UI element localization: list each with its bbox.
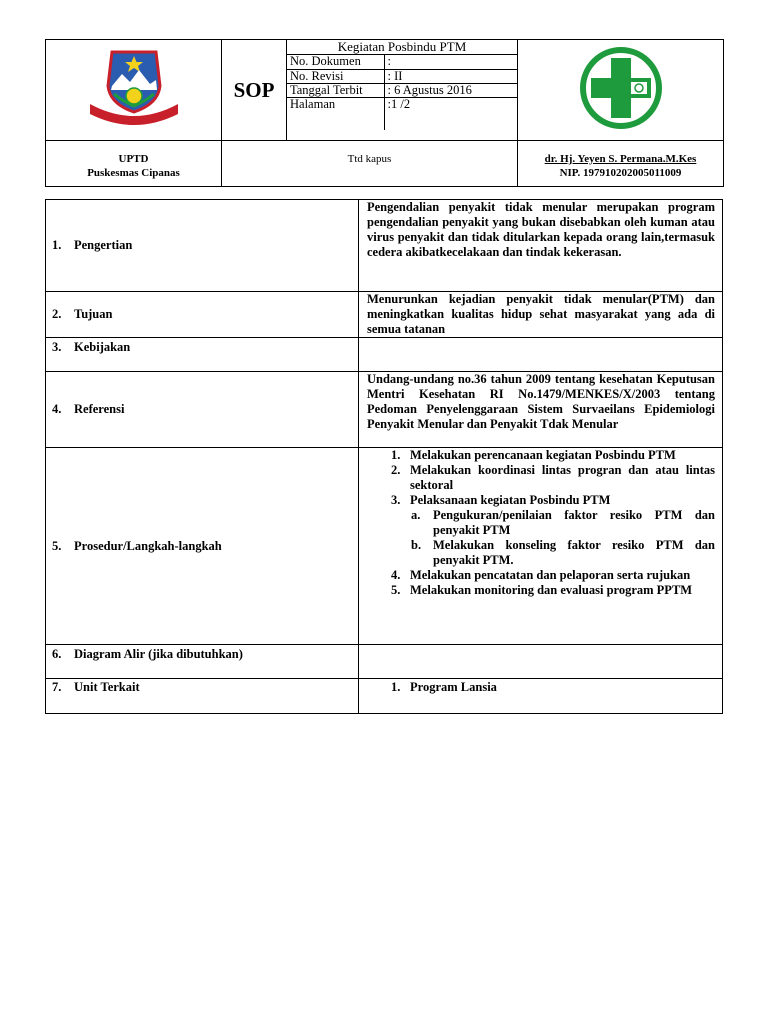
section-text: Menurunkan kejadian penyakit tidak menular(PTM) dan meningkatkan kualitas hidup sehat masyarakat yang ada di semua tatanan <box>359 292 723 338</box>
section-number: 5. <box>52 538 62 553</box>
section-number: 7. <box>52 680 62 694</box>
section-text: Undang-undang no.36 tahun 2009 tentang kesehatan Keputusan Mentri Kesehatan RI No.1479/MENKES/X/2003 tentang Pedoman Penyelenggaraan Sistem Survaeilans Epidemiologi Penyakit Menular dan Penyakit Tdak Menular <box>359 372 723 448</box>
signer-cell <box>518 141 724 187</box>
list-item <box>367 493 715 508</box>
section-label <box>46 292 359 338</box>
list-item <box>367 583 715 598</box>
organization-cell <box>46 141 222 187</box>
organization-line-2: Puskesmas Cipanas <box>87 166 180 179</box>
document-meta-grid <box>287 55 517 130</box>
document-title: Kegiatan Posbindu PTM <box>287 40 517 55</box>
signer-name: dr. Hj. Yeyen S. Permana.M.Kes <box>544 152 697 165</box>
list-item <box>367 463 715 493</box>
meta-label: Halaman <box>287 97 384 130</box>
section-number: 3. <box>52 340 62 354</box>
step-number: 4. <box>391 568 401 582</box>
step-text: Melakukan perencanaan kegiatan Posbindu PTM <box>410 448 676 462</box>
section-label <box>46 645 359 679</box>
list-item <box>367 538 715 568</box>
step-text: Program Lansia <box>410 680 497 694</box>
section-title: Tujuan <box>74 307 113 321</box>
step-number: b. <box>411 538 422 552</box>
regency-emblem-cell <box>46 40 222 141</box>
sop-header-table <box>45 39 724 187</box>
section-label <box>46 372 359 448</box>
section-row-pengertian <box>46 200 723 292</box>
unit-list <box>367 680 715 695</box>
puskesmas-cross-icon <box>575 45 667 131</box>
section-steps <box>359 679 723 714</box>
list-item <box>367 448 715 463</box>
section-steps <box>359 448 723 645</box>
meta-value: : II <box>384 69 517 83</box>
puskesmas-logo-cell <box>518 40 724 141</box>
section-text <box>359 645 723 679</box>
step-text: Pelaksanaan kegiatan Posbindu PTM <box>410 493 611 507</box>
signer-nip: NIP. 197910202005011009 <box>559 166 682 179</box>
step-number: 1. <box>391 448 401 462</box>
section-title: Unit Terkait <box>74 680 140 694</box>
section-title: Referensi <box>74 402 125 416</box>
step-number: a. <box>411 508 421 522</box>
section-row-diagram-alir <box>46 645 723 679</box>
section-text: Pengendalian penyakit tidak menular merupakan program pengendalian penyakit yang bukan disebabkan oleh kuman atau virus penyakit dan tidak ditularkan kepada orang lain,termasuk cedera akibatkecelakaan dan tindak kekerasan. <box>359 200 723 292</box>
regency-emblem-icon <box>84 46 184 130</box>
section-label <box>46 448 359 645</box>
section-text <box>359 338 723 372</box>
section-label <box>46 679 359 714</box>
section-row-prosedur <box>46 448 723 645</box>
meta-value: : <box>384 55 517 69</box>
section-label <box>46 200 359 292</box>
section-title: Pengertian <box>74 238 133 252</box>
step-text: Melakukan pencatatan dan pelaporan serta rujukan <box>410 568 691 582</box>
section-row-kebijakan <box>46 338 723 372</box>
signature-label: Ttd kapus <box>222 141 518 187</box>
section-row-tujuan <box>46 292 723 338</box>
list-item <box>367 568 715 583</box>
sop-content-table <box>45 199 723 714</box>
document-meta-cell <box>287 40 518 141</box>
meta-value: : 6 Agustus 2016 <box>384 83 517 97</box>
step-number: 2. <box>391 463 401 477</box>
meta-label: No. Dokumen <box>287 55 384 69</box>
meta-row <box>287 69 517 83</box>
section-row-unit-terkait <box>46 679 723 714</box>
organization-line-1: UPTD <box>118 152 149 165</box>
meta-label: No. Revisi <box>287 69 384 83</box>
meta-row <box>287 97 517 130</box>
section-number: 2. <box>52 307 62 321</box>
step-text: Pengukuran/penilaian faktor resiko PTM dan penyakit PTM <box>433 508 715 537</box>
step-text: Melakukan koordinasi lintas progran dan atau lintas sektoral <box>410 463 715 492</box>
sop-label: SOP <box>222 40 287 141</box>
section-number: 6. <box>52 647 62 661</box>
section-title: Prosedur/Langkah-langkah <box>74 538 222 553</box>
meta-label: Tanggal Terbit <box>287 83 384 97</box>
step-number: 1. <box>391 680 401 694</box>
step-text: Melakukan konseling faktor resiko PTM dan penyakit PTM. <box>433 538 715 567</box>
meta-row <box>287 83 517 97</box>
list-item <box>367 508 715 538</box>
section-title: Kebijakan <box>74 340 131 354</box>
step-number: 3. <box>391 493 401 507</box>
list-item <box>367 680 715 695</box>
meta-value: :1 /2 <box>387 96 411 111</box>
section-row-referensi <box>46 372 723 448</box>
step-text: Melakukan monitoring dan evaluasi program PPTM <box>410 583 693 597</box>
step-number: 5. <box>391 583 401 597</box>
section-title: Diagram Alir (jika dibutuhkan) <box>74 647 243 661</box>
section-number: 4. <box>52 402 62 416</box>
procedure-list <box>367 448 715 598</box>
section-number: 1. <box>52 238 62 252</box>
section-label <box>46 338 359 372</box>
meta-row <box>287 55 517 69</box>
